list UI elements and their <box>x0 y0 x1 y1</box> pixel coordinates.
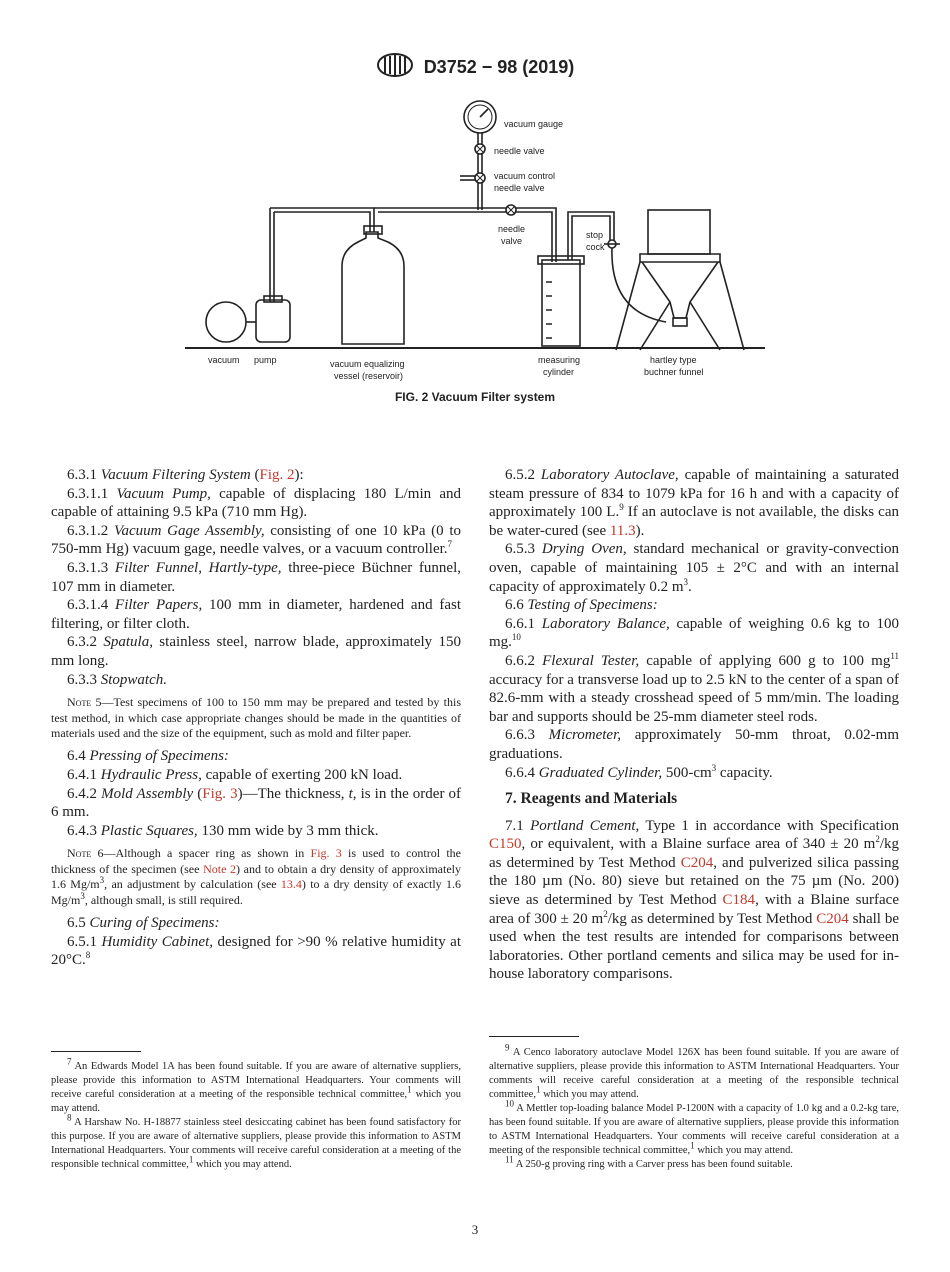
label-vessel-2: vessel (reservoir) <box>334 371 404 381</box>
footnote-11: $^{11}$ A 250-g proving ring with a Carver press has been found suitable. <box>505 1154 793 1170</box>
label-stop: stop <box>586 230 604 240</box>
label-vacuum: vacuum <box>208 355 240 365</box>
para-6-6: 6.6 Testing of Specimens: <box>505 597 658 614</box>
standard-designation: D3752 − 98 (2019) <box>423 57 575 77</box>
para-6-4-2: 6.4.2 Mold Assembly (Fig. 3)—The thickness, t, is in the order of 6 mm. <box>51 785 462 821</box>
link-note-2[interactable]: Note 2 <box>203 861 237 876</box>
para-6-3-1-4: 6.3.1.4 Filter Papers, 100 mm in diameter, hardened and fast filtering, or filter cloth. <box>51 597 462 632</box>
link-c204-2[interactable]: C204 <box>816 910 849 927</box>
link-fig-2[interactable]: Fig. 2 <box>259 467 295 483</box>
link-fig-3[interactable]: Fig. 3 <box>202 785 238 802</box>
para-6-3-1: 6.3.1 Vacuum Filtering System (Fig. 2): <box>67 467 304 483</box>
link-c204[interactable]: C204 <box>680 854 714 871</box>
link-13-4[interactable]: 13.4 <box>280 877 302 892</box>
footnote-rule-right <box>489 1036 579 1037</box>
label-funnel-2: buchner funnel <box>644 367 704 377</box>
note-6: Note 6—Although a spacer ring as shown in Fig. 3 is used to control the thickness of the specimen (see Note 2) and to obtain a dry density of approximately 1.6 $Mg/m^3$, an adjustment by calculation (see 13.4) to a dry density of exactly 1.6 $Mg/m^3$, although small, is still required. <box>51 846 462 907</box>
right-column <box>489 466 899 984</box>
para-6-3-1-2: 6.3.1.2 Vacuum Gage Assembly, consisting of one 10 kPa (0 to 750-mm Hg) vacuum gage, needle valves, or a vacuum controller.$^7$ <box>51 522 462 558</box>
para-6-6-4: 6.6.4 Graduated Cylinder, $500-cm^3$ capacity. <box>505 762 773 781</box>
label-valve: valve <box>501 236 523 246</box>
page-header <box>0 52 950 83</box>
link-c184[interactable]: C184 <box>722 892 756 909</box>
left-column <box>51 466 461 970</box>
label-needle-valve-top: needle valve <box>494 146 545 156</box>
para-6-5-1: 6.5.1 Humidity Cabinet, designed for >90 % relative humidity at 20°C.$^8$ <box>51 933 462 969</box>
vacuum-filter-diagram <box>170 92 780 382</box>
label-pump: pump <box>254 355 277 365</box>
para-7-1: 7.1 Portland Cement, Type 1 in accordance with Specification C150, or equivalent, with a Blaine surface area of 340 ± 20 $m^2/kg$ as determined by Test Method C204, and pulverized silica passing the 180 µm (No. 80) sieve but retained on the 75 µm (No. 200) sieve as determined by Test Method C184, with a Blaine surface area of 300 ± 20 $m^2/kg$ as determined by Test Method C204 shall be used when the test results are intended for comparisons between laboratories. Other portland cements and silica may be used for in-house laboratory comparisons. <box>489 817 900 983</box>
para-6-6-2: 6.6.2 Flexural Tester, capable of applying 600 g to 100 $mg^{11}$ accuracy for a transverse load up to 2.5 kN to the center of a span of 82.6-mm with a steady crosshead speed of 5 mm/min. The loading bar and supports should be 25-mm diameter steel rods. <box>489 650 899 725</box>
label-vacuum-control: vacuum control <box>494 171 556 181</box>
para-6-3-1-1: 6.3.1.1 Vacuum Pump, capable of displacing 180 L/min and capable of attaining 9.5 kPa (710 mm Hg). <box>51 485 461 521</box>
astm-logo-icon <box>376 52 414 83</box>
para-6-3-3: 6.3.3 Stopwatch. <box>67 671 167 688</box>
para-6-6-1: 6.6.1 Laboratory Balance, capable of weighing 0.6 kg to 100 mg.$^{10}$ <box>489 615 899 651</box>
link-c150[interactable]: C150 <box>489 836 522 853</box>
footnotes-left <box>51 1056 461 1172</box>
page-number: 3 <box>471 1222 479 1237</box>
figure-caption: FIG. 2 Vacuum Filter system <box>394 390 556 404</box>
para-6-3-1-3: 6.3.1.3 Filter Funnel, Hartly-type, three-piece Büchner funnel, 107 mm in diameter. <box>51 559 462 595</box>
label-cylinder-2: cylinder <box>543 367 575 377</box>
label-needle-valve-ctrl: needle valve <box>494 183 545 193</box>
label-funnel-1: hartley type <box>650 355 697 365</box>
footnote-8: $^8$ A Harshaw No. H-18877 stainless steel desiccating cabinet has been found satisfactory for this purpose. If you are aware of alternative suppliers, please provide this information to ASTM International Headquarters. Your comments will receive careful consideration at a meeting of the responsible technical committee,$^1$ which you may attend. <box>51 1112 461 1170</box>
label-cock: cock <box>586 242 605 252</box>
link-11-3[interactable]: 11.3 <box>609 522 636 539</box>
para-6-4-1: 6.4.1 Hydraulic Press, capable of exerting 200 kN load. <box>67 766 403 783</box>
label-cylinder-1: measuring <box>538 355 581 365</box>
para-6-4: 6.4 Pressing of Specimens: <box>67 748 229 765</box>
footnote-7: $^7$ An Edwards Model 1A has been found suitable. If you are aware of alternative suppliers, please provide this information to ASTM International Headquarters. Your comments will receive careful consideration at a meeting of the responsible technical committee,$^1$ which you may attend. <box>51 1056 461 1114</box>
link-fig-3-note[interactable]: Fig. 3 <box>310 846 342 861</box>
para-6-5: 6.5 Curing of Specimens: <box>67 914 220 931</box>
para-6-5-2: 6.5.2 Laboratory Autoclave, capable of maintaining a saturated steam pressure of 834 to 1079 kPa for 16 h and with a capacity of approximately 100 L.$^9$ If an autoclave is not available, the disks can be water-cured (see 11.3). <box>489 467 899 539</box>
para-6-6-3: 6.6.3 Micrometer, approximately 50-mm throat, 0.02-mm graduations. <box>489 727 899 762</box>
footnote-10: $^{10}$ A Mettler top-loading balance Model P-1200N with a capacity of 1.0 kg and a 0.2-kg tare, has been found suitable. If you are aware of alternative suppliers, please provide this information to ASTM International Headquarters. Your comments will receive careful consideration at a meeting of the responsible technical committee,$^1$ which you may attend. <box>489 1098 899 1156</box>
footnotes-right <box>489 1042 899 1172</box>
footnote-rule-left <box>51 1051 141 1052</box>
footnote-9: $^9$ A Cenco laboratory autoclave Model 126X has been found suitable. If you are aware of alternative suppliers, please provide this information to ASTM International Headquarters. Your comments will receive careful consideration at a meeting of the responsible technical committee,$^1$ which you may attend. <box>489 1042 899 1100</box>
label-needle: needle <box>498 224 526 234</box>
label-vessel-1: vacuum equalizing <box>330 359 405 369</box>
section-heading-7: 7. Reagents and Materials <box>505 790 678 808</box>
label-vacuum-gauge: vacuum gauge <box>504 119 564 129</box>
para-6-5-3: 6.5.3 Drying Oven, standard mechanical or gravity-convection oven, capable of maintaining 105 ± 2°C and with an internal capacity of approximately 0.2 $m^3$. <box>489 541 899 595</box>
para-6-3-2: 6.3.2 Spatula, stainless steel, narrow blade, approximately 150 mm long. <box>51 634 462 669</box>
para-6-4-3: 6.4.3 Plastic Squares, 130 mm wide by 3 mm thick. <box>67 822 379 839</box>
note-5: Note 5—Test specimens of 100 to 150 mm may be prepared and tested by this test method, in which case appropriate changes should be made in the quantities of materials used and the size of the equipment, such as mold and filter paper. <box>51 695 462 740</box>
